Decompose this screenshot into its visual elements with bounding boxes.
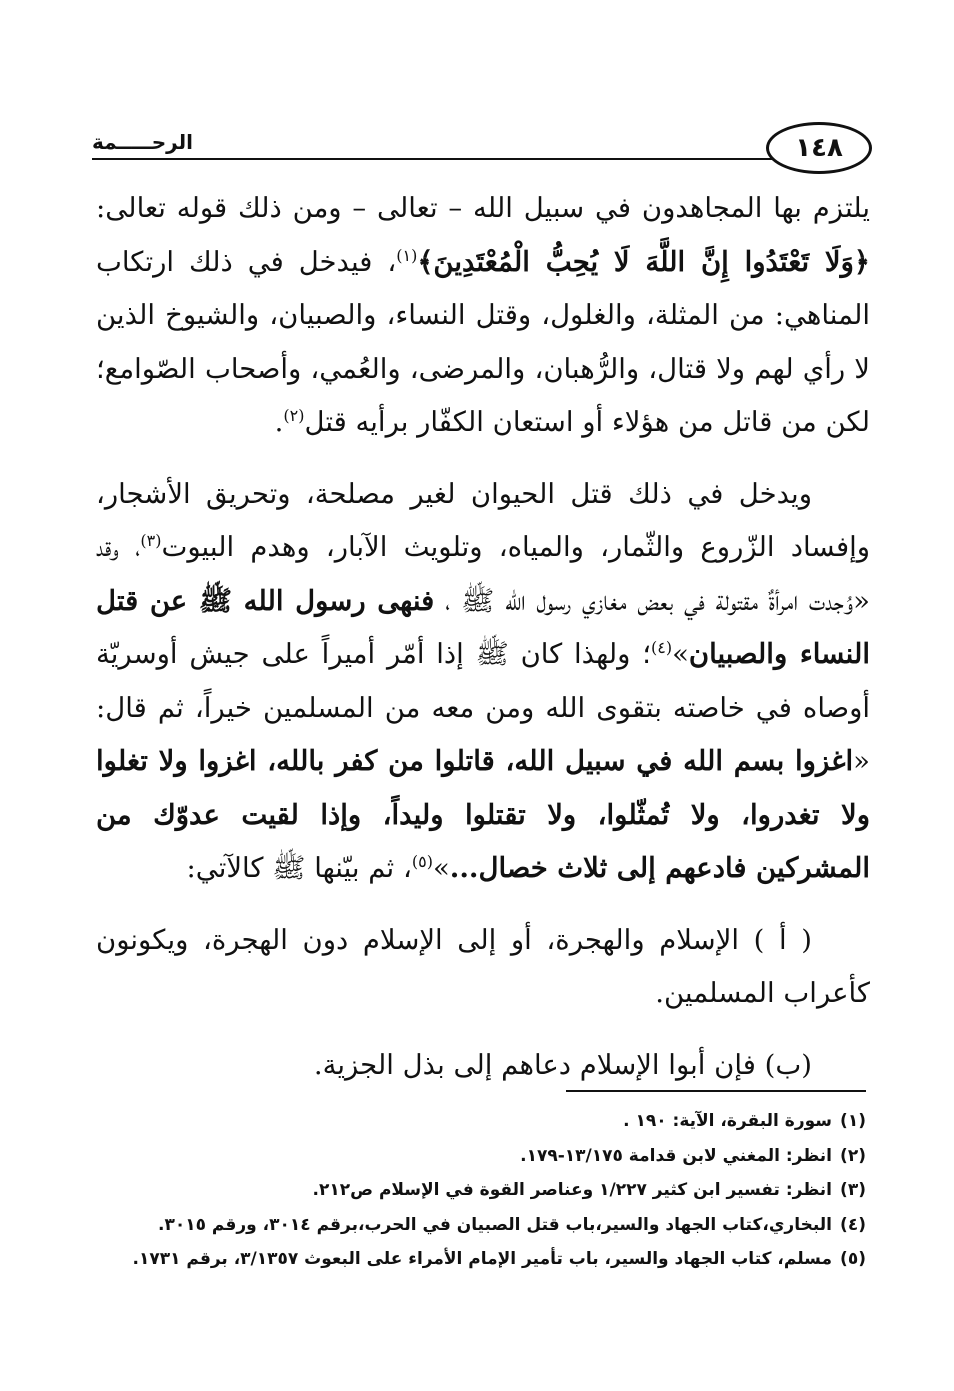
footnote-text: سورة البقرة، الآية: ١٩٠ . xyxy=(623,1111,832,1131)
running-title: الرحـــــمة xyxy=(92,130,193,154)
paragraph-4: (ب) فإن أبوا الإسلام دعاهم إلى بذل الجزية. xyxy=(313,1048,812,1081)
footnote-ref: (١) xyxy=(396,245,418,265)
footnote-number: (٣) xyxy=(840,1180,866,1200)
footnote-ref: (٤) xyxy=(650,637,673,657)
footnote-number: (٤) xyxy=(840,1214,866,1235)
footnote-number: (٥) xyxy=(840,1249,866,1269)
text-run: » xyxy=(672,638,689,670)
bold-text-run: ﴿وَلَا تَعْتَدُوا إِنَّ اللَّهَ لَا يُحِبُّ الْمُعْتَدِينَ﴾ xyxy=(417,245,870,278)
footnote-text: مسلم، كتاب الجهاد والسير، باب تأمير الإمام الأمراء على البعوث ٣/١٣٥٧، برقم ١٧٣١. xyxy=(132,1249,832,1269)
paragraph-2 xyxy=(96,468,870,896)
text-run: ، وقد «وُجدت امرأةٌ مقتولة في بعض مغازي رسول الله ﷺ ، xyxy=(96,531,871,617)
footnote-ref: (٢) xyxy=(283,405,305,425)
footnote-ref: (٥) xyxy=(411,851,433,871)
bold-text-run: اغزوا بسم الله في سبيل الله، قاتلوا من كفر بالله، اغزوا ولا تغلوا ولا تغدروا، ولا تُمثّلوا، ولا تقتلوا وليداً، وإذا لقيت عدوّك من المشركين فادعهم إلى ثلاث خصال... xyxy=(96,745,870,884)
footnote-text: انظر: المغني لابن قدامة ١٣/١٧٥-١٧٩. xyxy=(520,1145,832,1166)
text-run: . xyxy=(274,406,284,438)
text-run: يلتزم بها المجاهدون في سبيل الله – تعالى – ومن ذلك قوله تعالى: xyxy=(96,192,870,224)
page-number: ١٤٨ xyxy=(766,122,872,174)
paragraph-1 xyxy=(96,182,870,450)
footnote-5 xyxy=(96,1242,866,1277)
text-run: ويدخل في ذلك قتل الحيوان لغير مصلحة، وتحريق الأشجار، وإفساد الزّروع والثّمار، والمياه، وتلويث الآبار، وهدم البيوت xyxy=(96,477,871,563)
footnote-1 xyxy=(96,1104,866,1139)
text-run: ، فيدخل في ذلك ارتكاب المناهي: من المثلة، والغلول، وقتل النساء، والصبيان، والشيوخ الذين لا رأي لهم ولا قتال، والرُّهبان، والمرضى، والعُمي، وأصحاب الصّوامع؛ لكن من قاتل من هؤلاء أو استعان الكفّار برأيه قتل xyxy=(96,245,870,438)
text-run: ، ثم بيّنها ﷺ كالآتي: xyxy=(186,852,412,884)
bold-text-run: فنهى رسول الله ﷺ عن قتل النساء والصبيان xyxy=(96,584,871,670)
header-rule xyxy=(92,158,772,160)
footnote-4 xyxy=(96,1208,866,1243)
footnote-3 xyxy=(96,1173,866,1208)
footnote-text: انظر: تفسير ابن كثير ١/٢٢٧ وعناصر القوة في الإسلام ص٢١٢. xyxy=(312,1180,832,1200)
footnote-2 xyxy=(96,1139,866,1174)
footnote-ref: (٣) xyxy=(140,530,162,550)
paragraph-3: ( أ ) الإسلام والهجرة، أو إلى الإسلام دون الهجرة، ويكونون كأعراب المسلمين. xyxy=(96,923,870,1009)
text-run: » xyxy=(432,852,450,884)
page-header xyxy=(92,122,872,182)
footnote-number: (١) xyxy=(840,1111,866,1131)
text-run: ؛ ولهذا كان ﷺ إذا أمّر أميراً على جيش أوسريّة أوصاه في خاصته بتقوى الله ومن معه من المسلمين خيراً، ثم قال: « xyxy=(96,638,870,777)
footnote-number: (٢) xyxy=(840,1145,866,1166)
footnote-text: البخاري،كتاب الجهاد والسير،باب قتل الصبيان في الحرب،برقم ٣٠١٤، ورقم ٣٠١٥. xyxy=(158,1214,832,1235)
footnotes xyxy=(96,1104,866,1277)
main-text xyxy=(96,182,870,1092)
